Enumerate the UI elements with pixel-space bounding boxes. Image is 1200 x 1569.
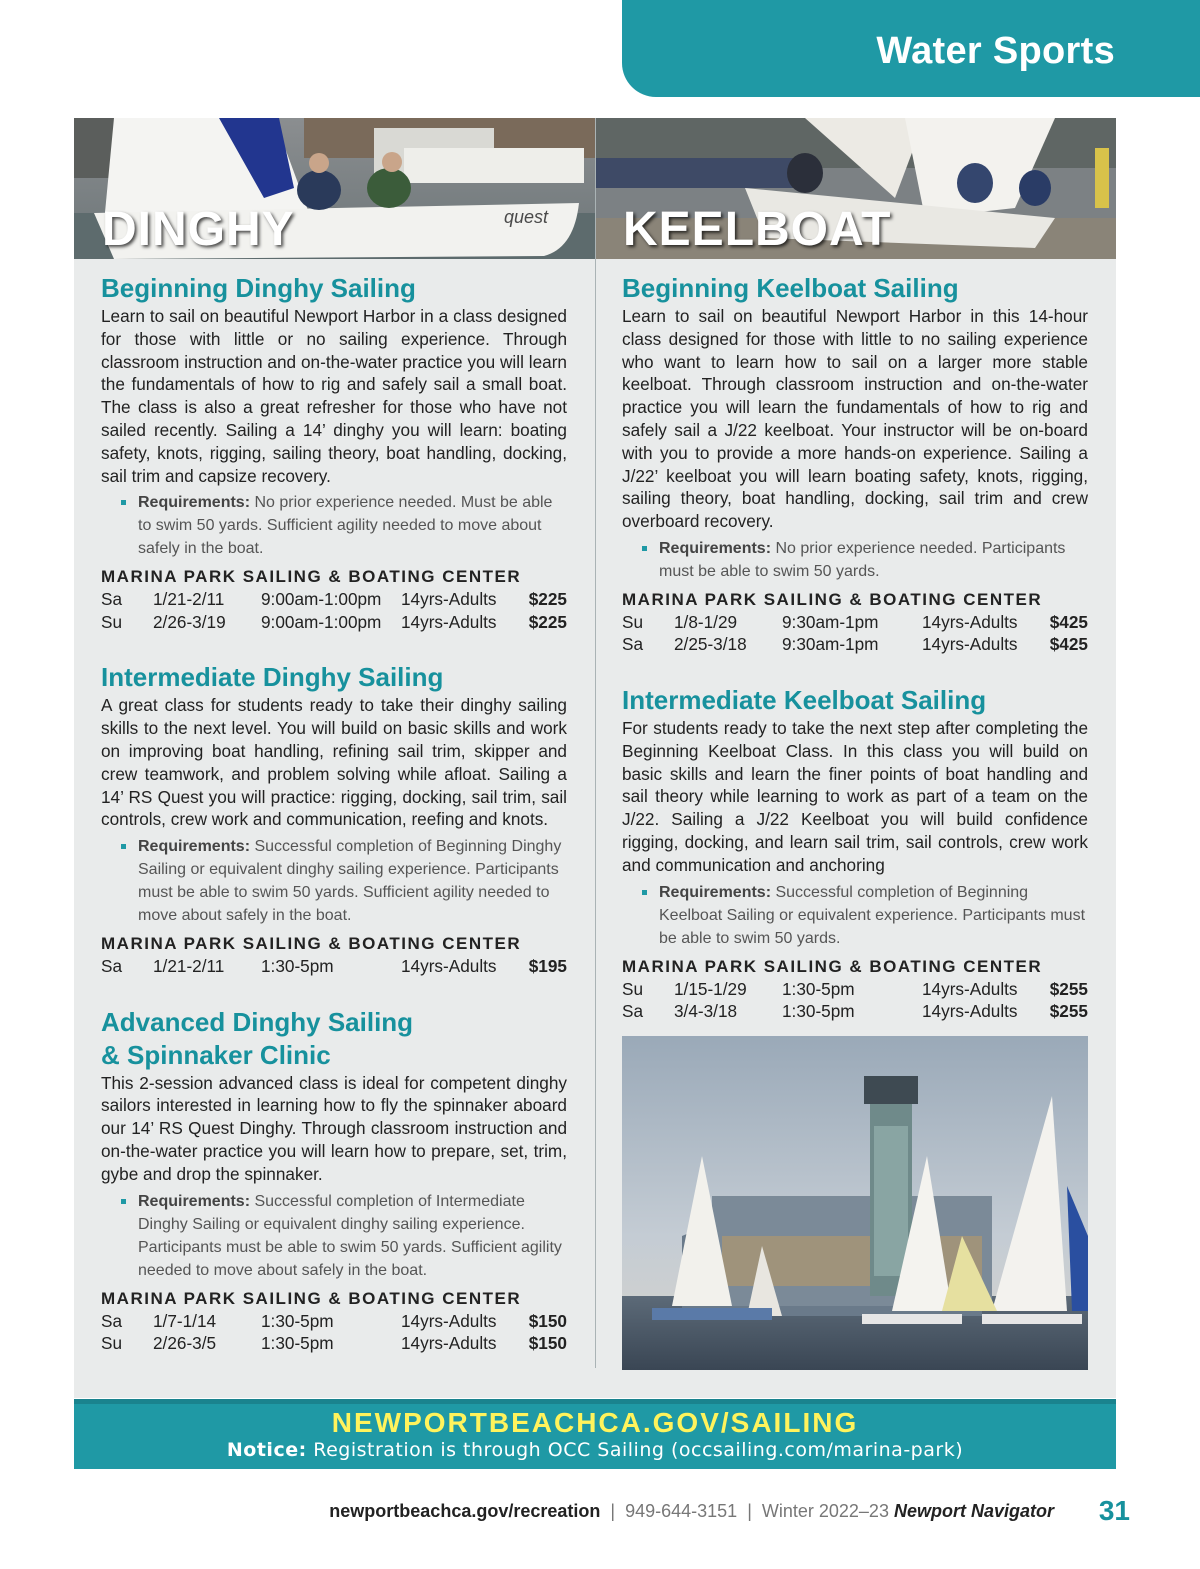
schedule-time: 1:30-5pm (782, 1001, 855, 1022)
requirements-label: Requirements: (659, 883, 772, 901)
schedule-time: 1:30-5pm (261, 956, 334, 977)
course-description: For students ready to take the next step after completing the Beginning Keelboat Class. In this class you will build on basic skills and learn the finer points of boat handling and sail theory while learning to work as part of a team on the J/22. Sailing a J/22 Keelboat you will build confidence rigging, docking, and learn sail trim, sail controls, crew work and communication and anchoring (622, 717, 1088, 875)
schedule-ages: 14yrs-Adults (401, 956, 497, 977)
schedule-price: $425 (1049, 634, 1088, 655)
course-location: MARINA PARK SAILING & BOATING CENTER (622, 589, 1043, 609)
registration-notice (74, 1439, 1116, 1461)
course-schedule (101, 1310, 567, 1355)
course-requirements (622, 537, 1088, 583)
course-beginning-dinghy (101, 272, 567, 633)
svg-text:quest: quest (504, 207, 549, 227)
requirements-text: Successful completion of Beginning Keelboat Sailing or equivalent experience. Participants must be able to swim 50 yards. (659, 883, 1086, 947)
schedule-dates: 2/26-3/19 (153, 611, 226, 632)
schedule-ages: 14yrs-Adults (401, 1333, 497, 1354)
schedule-dates: 1/21-2/11 (153, 956, 225, 977)
footer-separator: | (737, 1501, 762, 1521)
sailing-website-link[interactable]: NEWPORTBEACHCA.GOV/SAILING (331, 1407, 859, 1438)
course-location: MARINA PARK SAILING & BOATING CENTER (622, 956, 1043, 976)
schedule-dates: 1/7-1/14 (153, 1310, 217, 1331)
keelboat-photo (595, 118, 1116, 259)
column-divider (595, 118, 596, 1368)
schedule-price: $225 (528, 589, 567, 610)
schedule-ages: 14yrs-Adults (401, 589, 497, 610)
course-beginning-keelboat (622, 272, 1088, 656)
course-description: A great class for students ready to take their dinghy sailing skills to the next level. You will build on basic skills and work on improving boat handling, refining sail trim, skipper and crew teamwork, and problem solving while afloat. Sailing a 14’ RS Quest you will practice: rigging, docking, sail trim, sail controls, crew work and communication, reefing and knots. (101, 695, 567, 830)
schedule-day: Su (101, 1333, 123, 1354)
requirements-text: Successful completion of Intermediate Dinghy Sailing or equivalent dinghy sailing experience. Participants must be able to swim 50 yards. Sufficient agility needed to move about safely in the boat. (138, 1192, 562, 1279)
schedule-time: 9:30am-1pm (782, 634, 879, 655)
schedule-dates: 1/8-1/29 (674, 611, 738, 632)
course-requirements (101, 1190, 567, 1282)
schedule-ages: 14yrs-Adults (401, 611, 497, 632)
course-schedule (622, 611, 1088, 656)
schedule-time: 9:00am-1:00pm (261, 611, 382, 632)
schedule-row (101, 1310, 567, 1333)
requirements-label: Requirements: (138, 1192, 251, 1210)
requirements-text: No prior experience needed. Participants must be able to swim 50 yards. (659, 539, 1066, 580)
marina-park-photo (622, 1036, 1088, 1370)
schedule-dates: 2/26-3/5 (153, 1333, 217, 1354)
schedule-day: Su (622, 978, 644, 999)
schedule-ages: 14yrs-Adults (922, 978, 1018, 999)
course-location: MARINA PARK SAILING & BOATING CENTER (101, 567, 522, 587)
course-intermediate-keelboat (622, 684, 1088, 1023)
schedule-ages: 14yrs-Adults (922, 611, 1018, 632)
notice-text: Registration is through OCC Sailing (occsailing.com/marina-park) (306, 1439, 964, 1461)
schedule-row (101, 588, 567, 611)
schedule-price: $150 (528, 1310, 567, 1331)
course-intermediate-dinghy (101, 661, 567, 977)
page-number: 31 (1098, 1495, 1130, 1526)
schedule-day: Su (101, 611, 123, 632)
course-requirements (101, 835, 567, 927)
course-schedule (101, 588, 567, 633)
course-title: Intermediate Dinghy Sailing (101, 662, 444, 693)
schedule-time: 9:00am-1:00pm (261, 589, 382, 610)
course-location: MARINA PARK SAILING & BOATING CENTER (101, 1288, 522, 1308)
schedule-time: 1:30-5pm (782, 978, 855, 999)
schedule-time: 1:30-5pm (261, 1333, 334, 1354)
dinghy-photo (74, 118, 595, 259)
page-footer (329, 1501, 1054, 1522)
course-title-line2: & Spinnaker Clinic (101, 1039, 331, 1070)
course-requirements (622, 881, 1088, 950)
schedule-price: $225 (528, 611, 567, 632)
requirements-label: Requirements: (138, 494, 251, 512)
left-column (101, 272, 567, 1355)
course-advanced-dinghy (101, 1006, 567, 1355)
banner-top-strip (74, 1399, 1116, 1404)
schedule-day: Sa (622, 1001, 644, 1022)
course-title: Beginning Dinghy Sailing (101, 273, 416, 303)
course-description: This 2-session advanced class is ideal for competent dinghy sailors interested in learning how to fly the spinnaker aboard our 14’ RS Quest Dinghy. Through classroom instruction and on-the-water practice you will learn how to prepare, set, trim, gybe and drop the spinnaker. (101, 1072, 567, 1184)
schedule-row (622, 978, 1088, 1001)
schedule-time: 1:30-5pm (261, 1310, 334, 1331)
right-column (622, 272, 1088, 1023)
schedule-row (101, 1332, 567, 1355)
schedule-row (622, 611, 1088, 634)
schedule-row (622, 1000, 1088, 1023)
schedule-day: Su (622, 611, 644, 632)
schedule-price: $195 (528, 956, 567, 977)
course-requirements (101, 491, 567, 560)
schedule-price: $255 (1049, 1001, 1088, 1022)
course-description: Learn to sail on beautiful Newport Harbor in this 14-hour class designed for those with little to no sailing experience who want to learn how to sail on a larger more stable keelboat. Through classroom instruction and on-the-water practice you will learn the fundamentals of how to rig and safely sail a J/22 keelboat. Your instructor will be on-board with you to provide a more hands-on experience. Sailing a J/22’ keelboat you will learn boating safety, knots, rigging, sailing theory, boat handling, docking, sail trim and crew overboard recovery. (622, 306, 1088, 532)
requirements-text: Successful completion of Beginning Dinghy Sailing or equivalent dinghy sailing experience. Participants must be able to swim 50 yards. Sufficient agility needed to move about safely in the boat. (138, 838, 562, 925)
course-schedule (622, 978, 1088, 1023)
schedule-day: Sa (101, 589, 123, 610)
schedule-row (101, 955, 567, 978)
course-location: MARINA PARK SAILING & BOATING CENTER (101, 934, 522, 954)
schedule-ages: 14yrs-Adults (922, 634, 1018, 655)
course-schedule (101, 955, 567, 978)
schedule-price: $425 (1049, 611, 1088, 632)
course-title: Advanced Dinghy Sailing (101, 1006, 414, 1037)
course-title: Beginning Keelboat Sailing (622, 273, 959, 303)
schedule-ages: 14yrs-Adults (922, 1001, 1018, 1022)
schedule-dates: 1/21-2/11 (153, 589, 225, 610)
section-header-tab (622, 0, 1200, 97)
keelboat-photo-label: KEELBOAT (623, 203, 892, 256)
recreation-website-link[interactable]: newportbeachca.gov/recreation (329, 1501, 601, 1521)
schedule-dates: 2/25-3/18 (674, 634, 747, 655)
schedule-day: Sa (101, 1310, 123, 1331)
footer-season: Winter 2022–23 (761, 1501, 894, 1521)
schedule-day: Sa (622, 634, 644, 655)
notice-label: Notice: (226, 1439, 307, 1461)
registration-banner (74, 1399, 1116, 1469)
footer-phone: 949-644-3151 (625, 1501, 738, 1521)
schedule-price: $150 (528, 1333, 567, 1354)
schedule-row (101, 611, 567, 634)
footer-publication: Newport Navigator (893, 1501, 1054, 1521)
schedule-dates: 3/4-3/18 (674, 1001, 738, 1022)
schedule-time: 9:30am-1pm (782, 611, 879, 632)
schedule-day: Sa (101, 956, 123, 977)
requirements-label: Requirements: (659, 539, 772, 557)
requirements-label: Requirements: (138, 838, 251, 856)
schedule-ages: 14yrs-Adults (401, 1310, 497, 1331)
schedule-dates: 1/15-1/29 (674, 978, 747, 999)
schedule-row (622, 633, 1088, 656)
course-description: Learn to sail on beautiful Newport Harbor in a class designed for those with little or no sailing experience. Through classroom instruction and on-the-water practice you will learn the fundamentals of how to rig and safely sail a small boat. The class is also a great refresher for those who have not sailed recently. Sailing a 14’ dinghy you will learn: boating safety, knots, rigging, sailing theory, boat handling, docking, sail trim and capsize recovery. (101, 306, 567, 486)
footer-separator: | (600, 1501, 626, 1521)
dinghy-photo-label: DINGHY (102, 203, 295, 256)
requirements-text: No prior experience needed. Must be able to swim 50 yards. Sufficient agility needed to move about safely in the boat. (138, 494, 553, 558)
section-title: Water Sports (876, 30, 1115, 72)
course-title: Intermediate Keelboat Sailing (622, 684, 987, 715)
schedule-price: $255 (1049, 978, 1088, 999)
